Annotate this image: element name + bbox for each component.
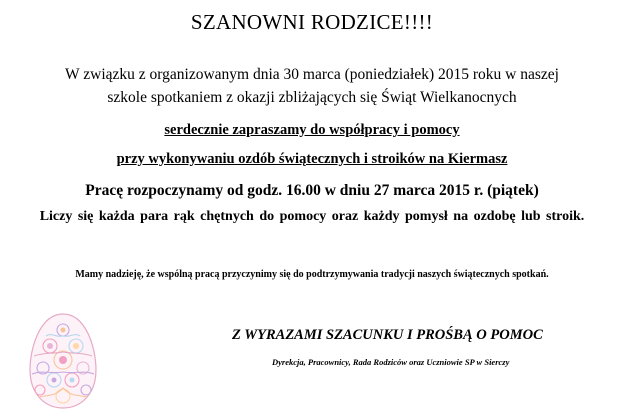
page-title: SZANOWNI RODZICE!!!! xyxy=(190,10,434,34)
closing-signers: Dyrekcja, Pracownicy, Rada Rodziców oraz Uczniowie SP w Sierczy xyxy=(272,357,510,367)
intro-line-2: szkole spotkaniem z okazji zbliżających się Świąt Wielkanocnych xyxy=(107,89,517,106)
hope-text: Mamy nadzieję, że wspólną pracą przyczynimy się do podtrzymywania tradycji naszych świątecznych spotkań. xyxy=(75,269,549,280)
invitation-line-1: serdecznie zapraszamy do współpracy i pomocy xyxy=(164,122,460,138)
every-pair-text: Liczy się każda para rąk chętnych do pomocy oraz każdy pomysł na ozdobę lub stroik. xyxy=(39,209,585,224)
easter-egg-floral-icon xyxy=(10,308,116,412)
start-info: Pracę rozpoczynamy od godz. 16.00 w dniu 27 marca 2015 r. (piątek) xyxy=(85,182,539,199)
intro-line-1: W związku z organizowanym dnia 30 marca (poniedziałek) 2015 roku w naszej xyxy=(65,66,559,83)
invitation-line-2: przy wykonywaniu ozdób świątecznych i stroików na Kiermasz xyxy=(116,151,508,167)
closing-regards: Z WYRAZAMI SZACUNKU I PROŚBĄ O POMOC xyxy=(232,327,543,343)
